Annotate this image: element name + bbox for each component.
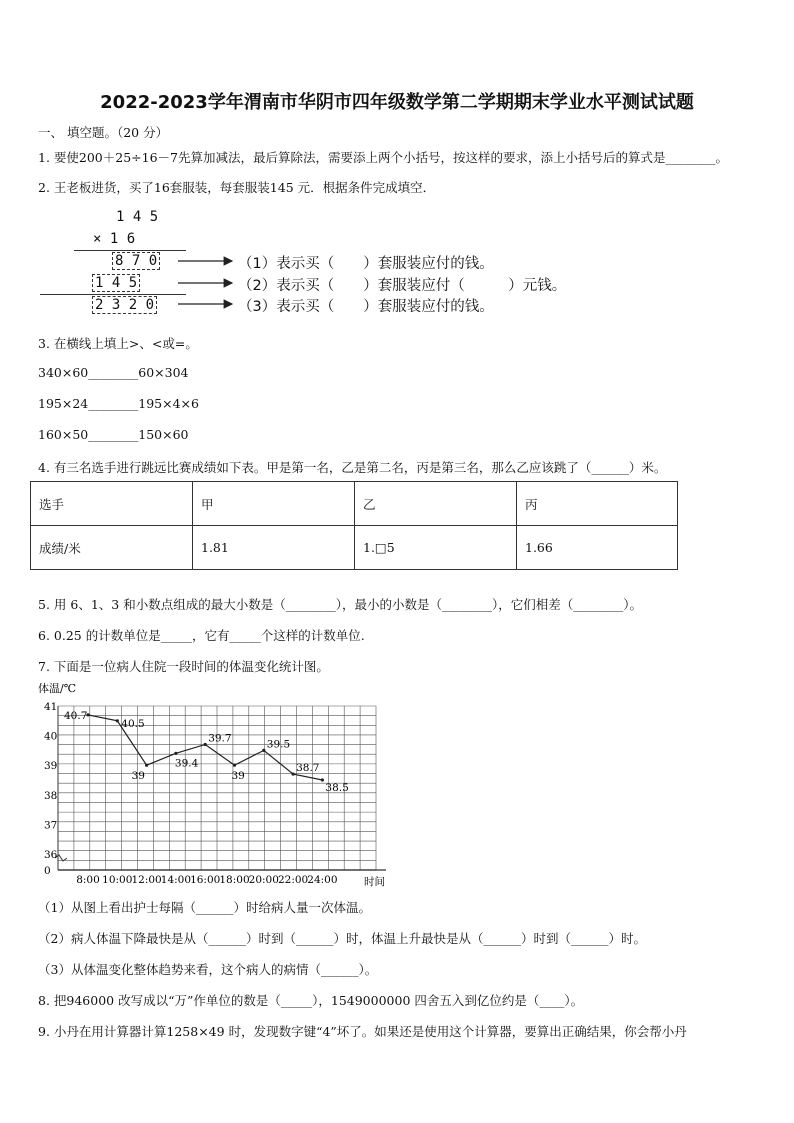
question-2: 2. 王老板进货，买了16套服装，每套服装145 元．根据条件完成填空． xyxy=(38,180,436,195)
question-3: 3. 在横线上填上>、<或=。 xyxy=(38,336,198,351)
table-cell: 成绩/米 xyxy=(31,526,193,570)
arrows xyxy=(176,252,238,314)
data-point xyxy=(116,719,119,722)
table-cell: 选手 xyxy=(31,482,193,526)
x-tick-label: 12:00 xyxy=(131,874,162,886)
calc-rule-2 xyxy=(40,294,186,295)
data-point xyxy=(233,764,236,767)
question-7: 7. 下面是一位病人住院一段时间的体温变化统计图。 xyxy=(38,659,329,674)
page-title: 2022-2023学年渭南市华阴市四年级数学第二学期期末学业水平测试试题 xyxy=(100,92,694,113)
temperature-chart xyxy=(30,680,400,890)
table-cell: 甲 xyxy=(193,482,355,526)
table-cell: 乙 xyxy=(355,482,517,526)
x-axis-label: 时间 xyxy=(364,876,385,888)
x-tick-label: 20:00 xyxy=(248,874,279,886)
table-cell: 1.66 xyxy=(517,526,678,570)
y-tick-label: 39 xyxy=(44,760,58,773)
x-tick-label: 14:00 xyxy=(160,874,192,886)
question-7-1: （1）从图上看出护士每隔（______）时给病人量一次体温。 xyxy=(38,900,371,915)
calc-note-1: （1）表示买（ ）套服装应付的钱。 xyxy=(238,256,494,272)
data-point xyxy=(174,752,177,755)
question-4: 4. 有三名选手进行跳远比赛成绩如下表。甲是第一名，乙是第二名，丙是第三名，那么乙应该跳了（______）米。 xyxy=(38,460,667,475)
data-point xyxy=(262,749,265,752)
data-label: 39 xyxy=(131,770,145,783)
data-label: 40.7 xyxy=(64,709,88,722)
data-label: 39.4 xyxy=(174,757,199,770)
table-cell: 1.81 xyxy=(193,526,355,570)
question-9: 9. 小丹在用计算器计算1258×49 时，发现数字键“4”坏了。如果还是使用这个计算器，要算出正确结果，你会帮小丹 xyxy=(38,1024,687,1039)
calc-note-2: （2）表示买（ ）套服装应付（ ）元钱。 xyxy=(238,278,567,294)
table-cell: 1.□5 xyxy=(355,526,517,570)
question-8: 8. 把946000 改写成以“万”作单位的数是（_____），1549000000 四舍五入到亿位约是（____）。 xyxy=(38,993,584,1008)
x-tick-label: 24:00 xyxy=(307,874,338,886)
data-label: 39.5 xyxy=(266,738,291,751)
y-tick-label: 41 xyxy=(44,701,58,713)
data-point xyxy=(145,764,148,767)
calc-multiplicand: 1 4 5 xyxy=(116,209,159,225)
score-table xyxy=(30,481,678,570)
y-axis-label: 体温/℃ xyxy=(38,682,77,695)
x-tick-label: 16:00 xyxy=(190,874,221,886)
data-point xyxy=(292,772,295,775)
data-label: 39.7 xyxy=(208,732,232,745)
data-label: 38.5 xyxy=(325,782,349,794)
question-5: 5. 用 6、1、3 和小数点组成的最大小数是（________），最小的小数是（________），它们相差（________）。 xyxy=(38,597,642,612)
table-cell: 丙 xyxy=(517,482,678,526)
data-point xyxy=(321,778,324,781)
y-tick-label: 0 xyxy=(44,865,51,877)
compare-b: 195×24________195×4×6 xyxy=(38,396,199,411)
x-tick-label: 22:00 xyxy=(277,874,309,886)
x-tick-label: 18:00 xyxy=(219,874,250,886)
y-tick-label: 40 xyxy=(44,730,58,743)
data-label: 40.5 xyxy=(121,717,145,730)
compare-a: 340×60________60×304 xyxy=(38,365,189,380)
question-1: 1. 要使200＋25÷16－7先算加减法，最后算除法，需要添上两个小括号，按这样的要求，添上小括号后的算式是________。 xyxy=(38,150,728,165)
question-6: 6. 0.25 的计数单位是_____，它有_____个这样的计数单位. xyxy=(38,628,365,643)
table-row xyxy=(31,526,678,570)
calc-row-3: 2 3 2 0 xyxy=(92,296,157,314)
calc-rule-1 xyxy=(74,250,186,251)
calc-row-1: 8 7 0 xyxy=(112,252,160,270)
data-point xyxy=(204,743,207,746)
compare-c: 160×50________150×60 xyxy=(38,427,189,442)
question-7-3: （3）从体温变化整体趋势来看，这个病人的病情（______）。 xyxy=(38,962,378,977)
y-tick-label: 37 xyxy=(44,819,58,832)
data-label: 38.7 xyxy=(296,762,320,775)
section-heading: 一、 填空题。（20 分） xyxy=(38,125,169,140)
table-row xyxy=(31,482,678,526)
calc-row-2: 1 4 5 xyxy=(92,274,140,292)
calc-multiplier: × 1 6 xyxy=(93,231,136,247)
x-tick-label: 10:00 xyxy=(102,874,133,886)
x-tick-label: 8:00 xyxy=(76,874,100,886)
data-label: 39 xyxy=(231,770,245,783)
y-tick-label: 36 xyxy=(44,849,58,861)
question-7-2: （2）病人体温下降最快是从（______）时到（______）时，体温上升最快是从（______）时到（______）时。 xyxy=(38,931,646,946)
y-tick-label: 38 xyxy=(44,789,58,802)
calc-note-3: （3）表示买（ ）套服装应付的钱。 xyxy=(238,299,494,315)
